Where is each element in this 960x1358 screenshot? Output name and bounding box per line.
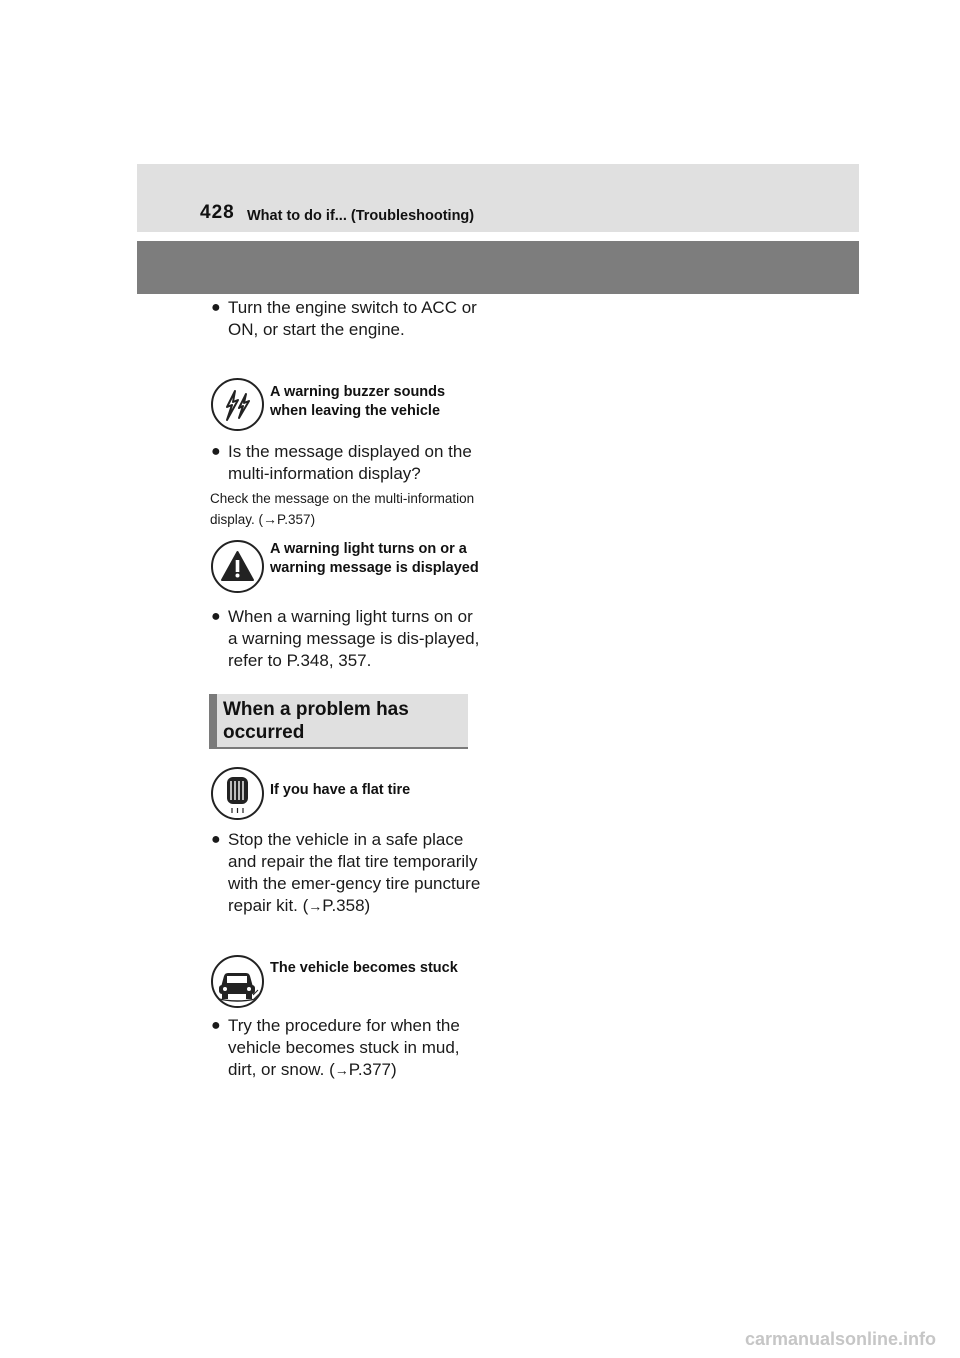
stuck-vehicle-icon [211,955,264,1008]
warning-bullet [211,606,481,672]
bullet-icon: ● [211,1017,221,1034]
bullet-icon: ● [211,831,221,848]
stuck-row [211,955,481,1015]
watermark: carmanualsonline.info [744,1329,936,1349]
message-note-text: Check the message on the multi-information display. ( [210,491,475,527]
flat-tire-row [211,767,481,827]
problem-section-heading [209,694,468,749]
header-band [137,164,859,232]
stuck-instructions: Try the procedure for when the vehicle becomes stuck in mud, dirt, or snow. ( [228,1016,460,1079]
bullet-icon: ● [211,608,221,625]
exclamation-triangle-icon [211,540,264,593]
message-note [210,489,480,530]
stuck-text [211,1015,481,1081]
message-text: Is the message displayed on the multi-information display? [228,442,472,483]
page-reference-link[interactable]: P.357) [277,512,316,527]
page-reference-link[interactable]: P.358) [322,896,371,915]
warning-text: When a warning light turns on or a warning message is dis-played, refer to P.348, 357. [228,607,480,670]
lightning-bolts-icon [211,378,264,431]
page-number: 428 [200,202,235,223]
title-bar [137,241,859,294]
bullet-icon: ● [211,443,221,460]
message-bullet [211,441,481,485]
arrow-icon: → [308,898,323,914]
flat-tire-instructions: Stop the vehicle in a safe place and repair the flat tire temporarily with the emer-gency tire puncture repair kit. ( [228,830,481,915]
page-section-title: What to do if... (Troubleshooting) [247,208,475,224]
stuck-label: The vehicle becomes stuck [270,960,458,976]
engine-switch-bullet [211,297,481,341]
buzzer-label: A warning buzzer sounds when leaving the vehicle [270,384,446,419]
warning-row [211,540,481,600]
flat-tire-icon [211,767,264,820]
buzzer-row [211,378,481,438]
page-reference-link[interactable]: P.377) [348,1060,397,1079]
flat-tire-label: If you have a flat tire [270,782,411,798]
engine-switch-text: Turn the engine switch to ACC or ON, or start the engine. [228,298,477,339]
arrow-icon: → [263,511,278,527]
flat-tire-text [211,829,481,917]
arrow-icon: → [334,1062,349,1078]
stuck-bullet [211,1015,481,1081]
flat-tire-bullet [211,829,481,917]
warning-label: A warning light turns on or a warning message is displayed [270,541,479,576]
problem-heading-text: When a problem has occurred [223,699,409,743]
bullet-icon: ● [211,299,221,316]
